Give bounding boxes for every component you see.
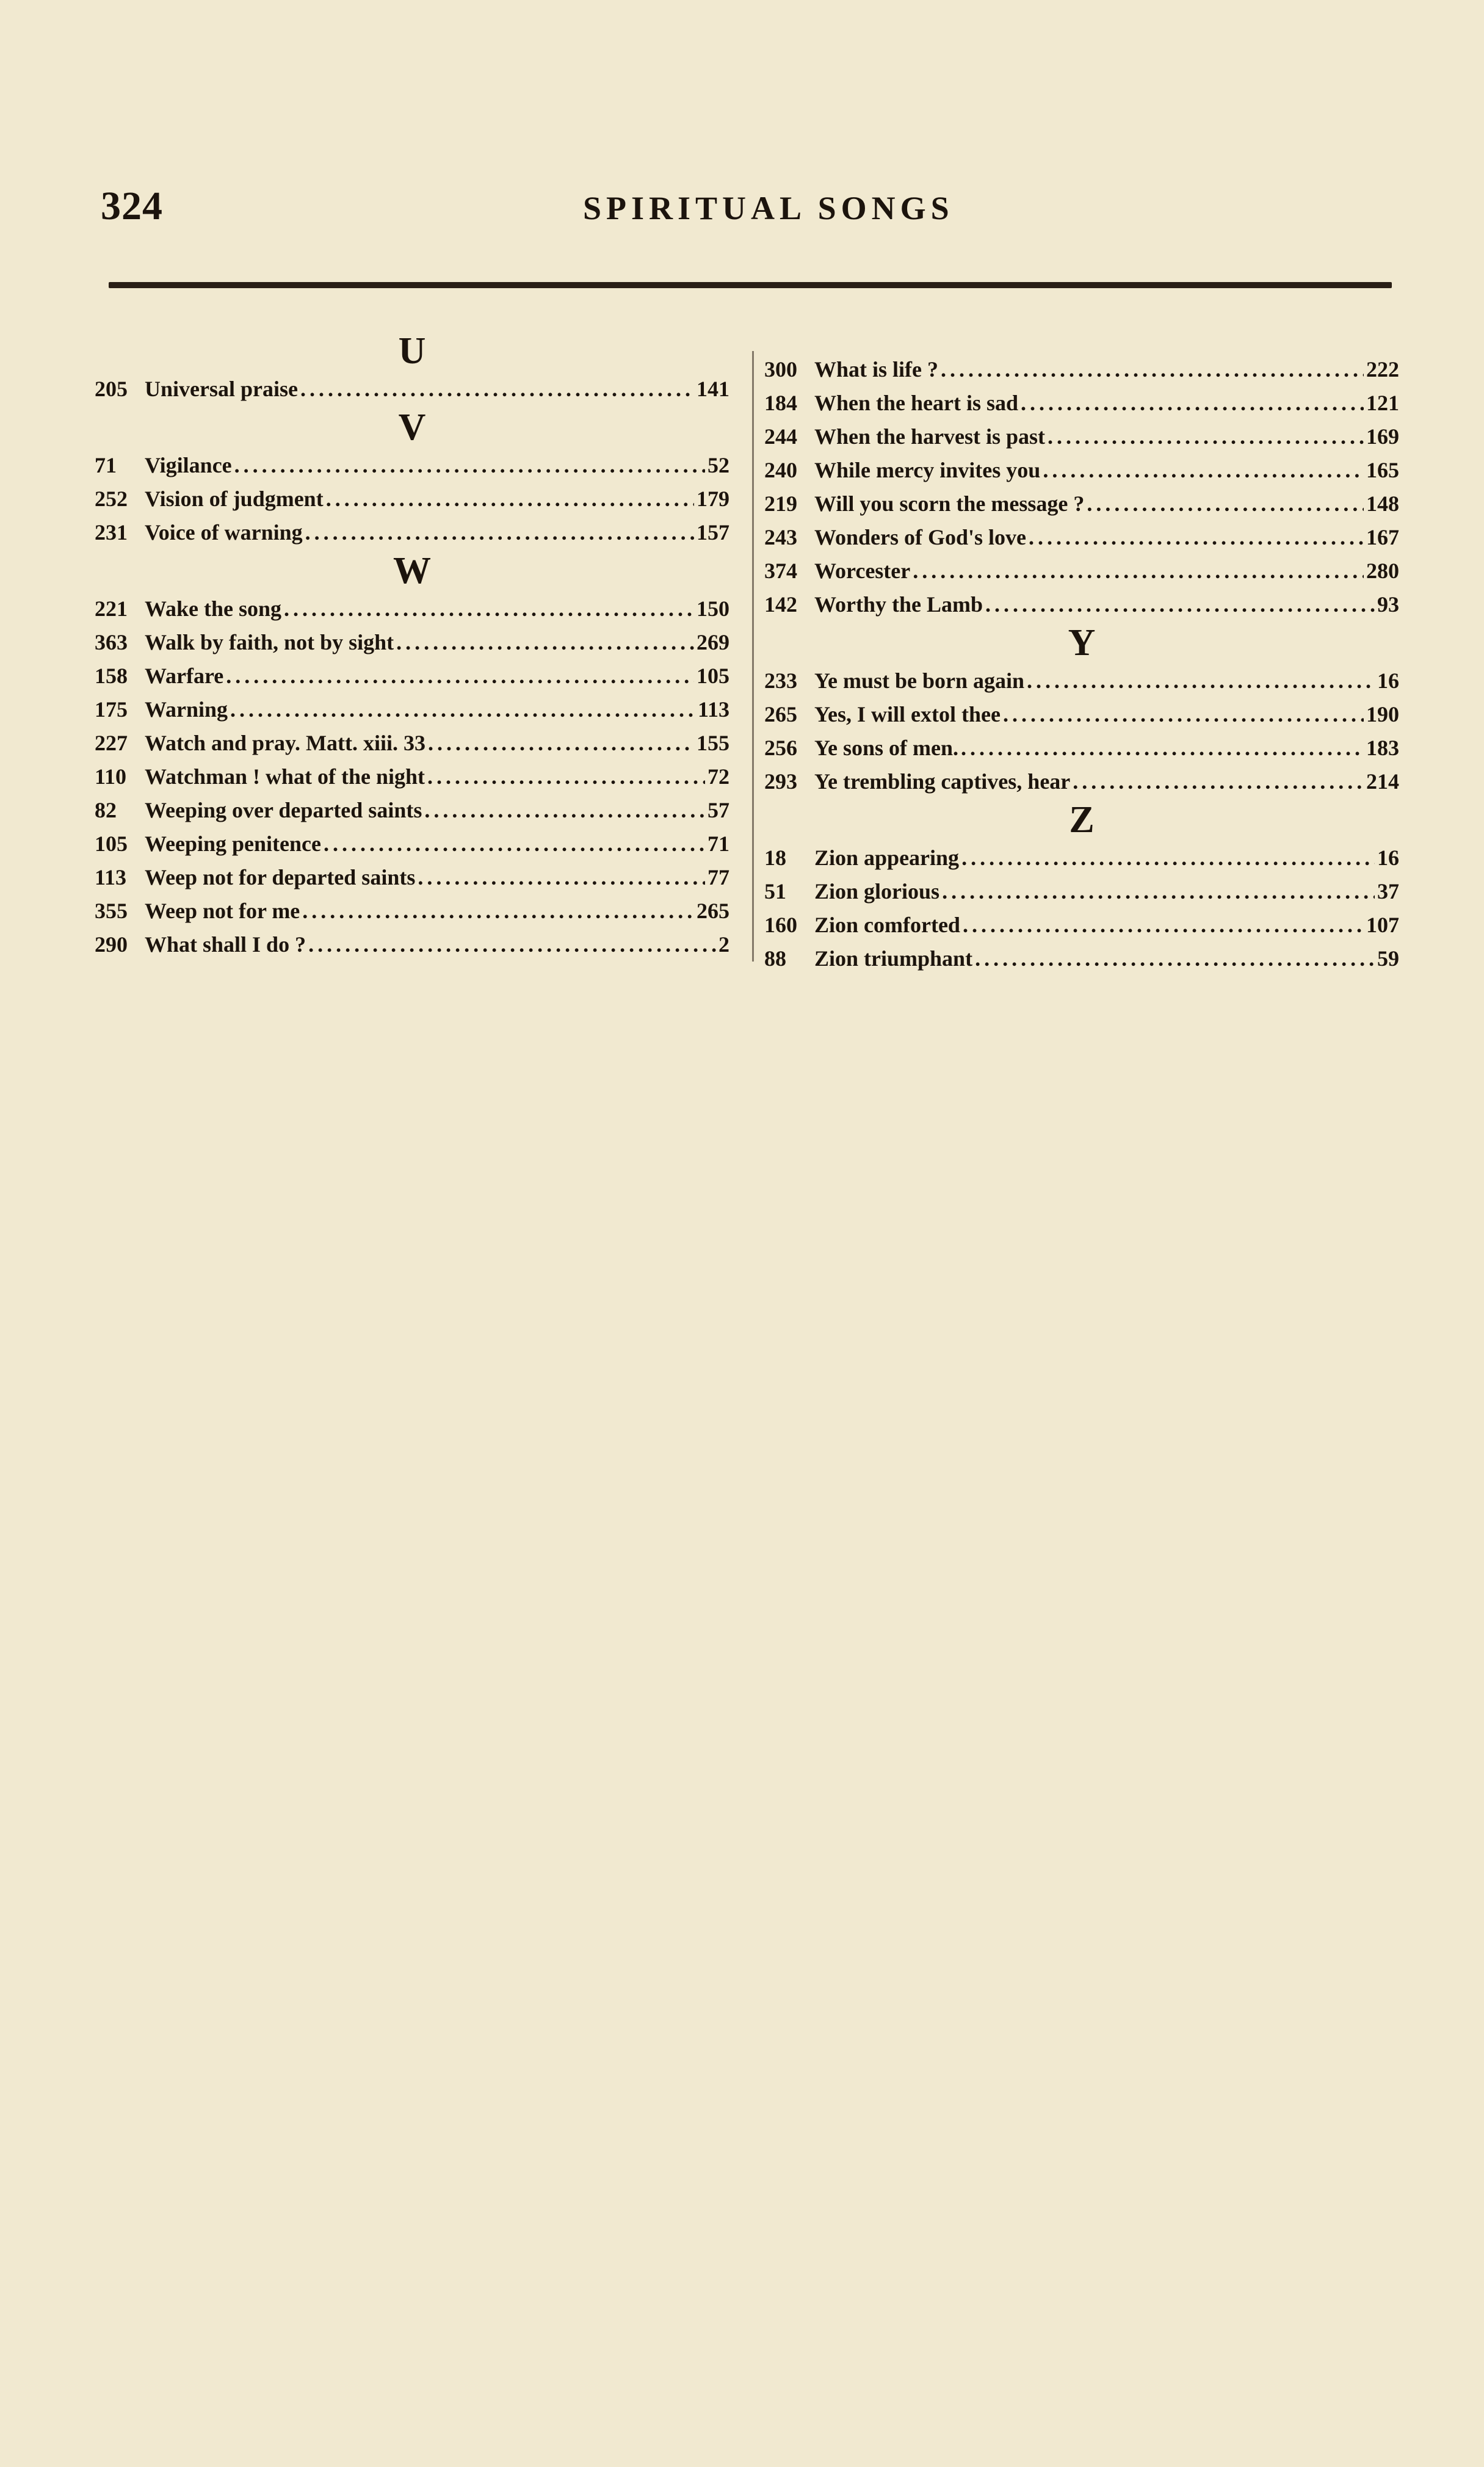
index-entry — [764, 908, 1399, 942]
hymn-title: Weep not for departed saints — [145, 865, 416, 889]
section-letter: V — [398, 407, 426, 448]
dot-leader — [1003, 698, 1364, 731]
section-letter: W — [393, 550, 431, 592]
hymn-number: 105 — [95, 831, 128, 856]
hymn-number: 231 — [95, 520, 128, 545]
index-entry — [95, 827, 729, 861]
hymn-number: 293 — [764, 769, 797, 794]
dot-leader — [324, 827, 705, 861]
hymn-number: 233 — [764, 668, 797, 693]
index-entry — [764, 554, 1399, 588]
hymn-number: 265 — [764, 702, 797, 726]
hymn-title: Weep not for me — [145, 899, 300, 923]
hymn-number: 252 — [95, 487, 128, 511]
page-reference: 107 — [1366, 913, 1399, 937]
index-entry — [95, 928, 729, 962]
dot-leader — [428, 726, 694, 760]
hymn-title: Worcester — [814, 559, 911, 583]
hymn-number: 71 — [95, 453, 117, 477]
hymn-title: Voice of warning — [145, 520, 303, 545]
hymn-title: Zion glorious — [814, 879, 940, 904]
header-rule — [109, 282, 1392, 288]
hymn-title: Ye trembling captives, hear — [814, 769, 1071, 794]
dot-leader — [985, 588, 1375, 621]
dot-leader — [975, 942, 1375, 976]
hymn-title: Will you scorn the message ? — [814, 491, 1085, 516]
index-entry — [95, 372, 729, 406]
dot-leader — [1043, 454, 1364, 487]
page-reference: 167 — [1366, 525, 1399, 549]
dot-leader — [300, 372, 694, 406]
dot-leader — [1087, 487, 1364, 521]
page-reference: 59 — [1377, 946, 1399, 971]
hymn-number: 205 — [95, 377, 128, 401]
dot-leader — [961, 841, 1375, 875]
hymn-title: What shall I do ? — [145, 932, 306, 957]
page-reference: 183 — [1366, 736, 1399, 760]
dot-leader — [1021, 386, 1364, 420]
hymn-title: Yes, I will extol thee — [814, 702, 1001, 726]
page-header — [101, 183, 1395, 238]
index-entry — [764, 353, 1399, 386]
hymn-title: Warfare — [145, 664, 224, 688]
page-reference: 165 — [1366, 458, 1399, 482]
hymn-number: 256 — [764, 736, 797, 760]
dot-leader — [1048, 420, 1364, 454]
page-reference: 157 — [697, 520, 729, 545]
index-entry — [764, 386, 1399, 420]
hymn-number: 110 — [95, 764, 127, 789]
hymn-title: Wonders of God's love — [814, 525, 1027, 549]
index-column-left — [95, 330, 729, 962]
hymn-title: Watch and pray. Matt. xiii. 33 — [145, 731, 426, 755]
page-reference: 16 — [1377, 668, 1399, 693]
hymn-title: What is life ? — [814, 357, 938, 382]
hymn-title: Universal praise — [145, 377, 298, 401]
page-reference: 72 — [708, 764, 729, 789]
page-reference: 16 — [1377, 846, 1399, 870]
index-entry — [764, 664, 1399, 698]
page-reference: 2 — [718, 932, 729, 957]
page-reference: 57 — [708, 798, 729, 822]
page-reference: 71 — [708, 831, 729, 856]
hymn-title: Zion appearing — [814, 846, 960, 870]
dot-leader — [913, 554, 1364, 588]
page-reference: 37 — [1377, 879, 1399, 904]
index-entry — [95, 726, 729, 760]
hymn-number: 363 — [95, 630, 128, 654]
index-entry — [95, 659, 729, 693]
dot-leader — [942, 875, 1375, 908]
index-entry — [764, 698, 1399, 731]
hymn-number: 219 — [764, 491, 797, 516]
hymn-title: When the harvest is past — [814, 424, 1046, 449]
column-divider — [752, 351, 754, 962]
page-reference: 77 — [708, 865, 729, 889]
hymn-title: Wake the song — [145, 596, 282, 621]
page-reference: 150 — [697, 596, 729, 621]
hymn-title: Walk by faith, not by sight — [145, 630, 394, 654]
page-reference: 190 — [1366, 702, 1399, 726]
dot-leader — [1073, 765, 1364, 799]
page-reference: 214 — [1366, 769, 1399, 794]
dot-leader — [427, 760, 705, 794]
hymn-title: Weeping penitence — [145, 831, 321, 856]
page-number: 324 — [101, 184, 163, 228]
section-letter: Y — [1068, 622, 1096, 664]
hymn-number: 374 — [764, 559, 797, 583]
page-reference: 265 — [697, 899, 729, 923]
hymn-title: Vision of judgment — [145, 487, 324, 511]
hymn-number: 221 — [95, 596, 128, 621]
dot-leader — [941, 353, 1364, 386]
dot-leader — [284, 592, 694, 626]
index-entry — [764, 588, 1399, 621]
page-reference: 141 — [697, 377, 729, 401]
index-entry — [764, 942, 1399, 976]
index-entry — [95, 449, 729, 482]
page-reference: 269 — [697, 630, 729, 654]
hymn-number: 240 — [764, 458, 797, 482]
hymn-number: 243 — [764, 525, 797, 549]
hymn-number: 227 — [95, 731, 128, 755]
index-entry — [764, 487, 1399, 521]
index-entry — [95, 693, 729, 726]
hymn-number: 300 — [764, 357, 797, 382]
hymn-number: 142 — [764, 592, 797, 617]
index-entry — [95, 516, 729, 549]
hymn-title: Weeping over departed saints — [145, 798, 422, 822]
running-title: SPIRITUAL SONGS — [583, 190, 954, 226]
dot-leader — [1027, 664, 1375, 698]
index-entry — [95, 861, 729, 894]
index-entry — [764, 521, 1399, 554]
index-entry — [764, 420, 1399, 454]
dot-leader — [424, 794, 705, 827]
hymn-number: 88 — [764, 946, 786, 971]
hymn-title: Ye must be born again — [814, 668, 1025, 693]
index-column-right — [764, 353, 1399, 976]
index-entry — [764, 731, 1399, 765]
index-entry — [95, 482, 729, 516]
index-entry — [764, 841, 1399, 875]
page-reference: 222 — [1366, 357, 1399, 382]
page-reference: 105 — [697, 664, 729, 688]
hymn-title: Watchman ! what of the night — [145, 764, 425, 789]
index-entry — [764, 765, 1399, 799]
hymn-title: When the heart is sad — [814, 391, 1019, 415]
page-reference: 148 — [1366, 491, 1399, 516]
hymn-number: 82 — [95, 798, 117, 822]
dot-leader — [418, 861, 705, 894]
hymn-number: 290 — [95, 932, 128, 957]
dot-leader — [302, 894, 694, 928]
dot-leader — [234, 449, 705, 482]
page-reference: 280 — [1366, 559, 1399, 583]
index-entry — [95, 592, 729, 626]
dot-leader — [308, 928, 716, 962]
page-reference: 179 — [697, 487, 729, 511]
page-reference: 121 — [1366, 391, 1399, 415]
dot-leader — [305, 516, 694, 549]
dot-leader — [1029, 521, 1364, 554]
dot-leader — [396, 626, 694, 659]
hymn-number: 158 — [95, 664, 128, 688]
hymn-title: Vigilance — [145, 453, 232, 477]
hymn-title: While mercy invites you — [814, 458, 1041, 482]
dot-leader — [963, 908, 1364, 942]
page-reference: 113 — [697, 697, 729, 722]
page-reference: 93 — [1377, 592, 1399, 617]
index-entry — [764, 454, 1399, 487]
section-letter: Z — [1069, 799, 1095, 841]
page-reference: 52 — [708, 453, 729, 477]
page-reference: 169 — [1366, 424, 1399, 449]
index-entry — [95, 760, 729, 794]
hymn-title: Warning — [145, 697, 228, 722]
hymn-title: Zion comforted — [814, 913, 960, 937]
hymn-title: Ye sons of men. — [814, 736, 959, 760]
hymn-number: 160 — [764, 913, 797, 937]
dot-leader — [961, 731, 1364, 765]
hymn-number: 18 — [764, 846, 786, 870]
hymn-number: 175 — [95, 697, 128, 722]
dot-leader — [230, 693, 695, 726]
hymn-number: 184 — [764, 391, 797, 415]
index-entry — [764, 875, 1399, 908]
hymn-title: Zion triumphant — [814, 946, 973, 971]
index-entry — [95, 794, 729, 827]
hymn-number: 51 — [764, 879, 786, 904]
hymn-title: Worthy the Lamb — [814, 592, 983, 617]
section-letter: U — [398, 330, 426, 372]
index-entry — [95, 894, 729, 928]
hymn-number: 113 — [95, 865, 127, 889]
dot-leader — [326, 482, 694, 516]
hymn-number: 355 — [95, 899, 128, 923]
index-entry — [95, 626, 729, 659]
page-reference: 155 — [697, 731, 729, 755]
hymn-number: 244 — [764, 424, 797, 449]
dot-leader — [226, 659, 694, 693]
